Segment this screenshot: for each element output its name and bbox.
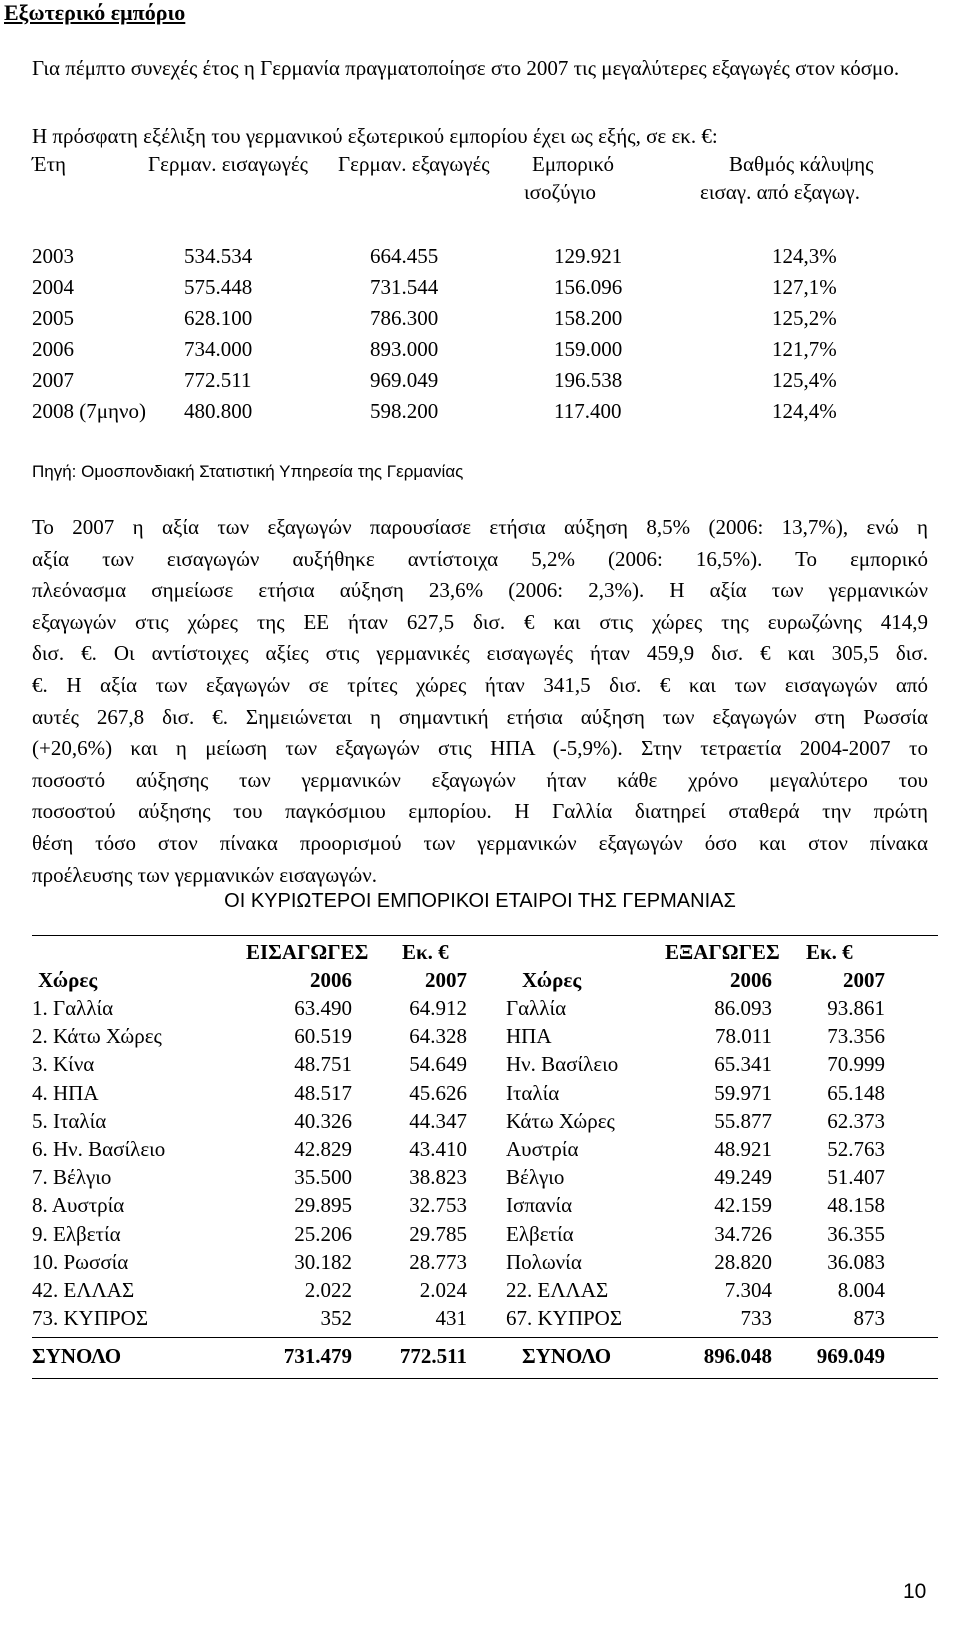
imports-heading: ΕΙΣΑΓΩΓΕΣ [246, 940, 369, 964]
partner-cell-imp-2006: 29.895 [294, 1193, 352, 1218]
imports-year-2007: 2007 [425, 968, 467, 992]
partner-cell-exp-2006: 28.820 [714, 1249, 772, 1274]
page-number: 10 [903, 1580, 927, 1603]
partner-cell-imp-2007: 64.328 [409, 1024, 467, 1049]
trade-cell-balance: 117.400 [554, 399, 622, 423]
header-balance-2: ισοζύγιο [524, 180, 596, 204]
trade-cell-exports: 969.049 [370, 368, 439, 392]
bottom-rule [32, 1378, 938, 1379]
trade-cell-coverage: 124,3% [772, 244, 837, 268]
partner-cell-exp-2006: 42.159 [714, 1193, 772, 1218]
partner-cell-exp-2006: 59.971 [714, 1080, 772, 1105]
partner-cell-imp-2006: 48.751 [294, 1052, 352, 1077]
trade-cell-coverage: 127,1% [772, 275, 837, 299]
intro-paragraph: Για πέμπτο συνεχές έτος η Γερμανία πραγματοποίησε στο 2007 τις μεγαλύτερες εξαγωγές στον κόσμο. [32, 56, 900, 80]
header-coverage-2: εισαγ. από εξαγωγ. [700, 180, 860, 204]
partner-cell-imp-2006: 42.829 [294, 1137, 352, 1161]
trade-cell-imports: 772.511 [184, 368, 252, 392]
header-exports: Γερμαν. εξαγωγές [338, 152, 490, 176]
exports-year-2007: 2007 [843, 968, 885, 992]
partner-cell-imp-2006: 35.500 [294, 1165, 352, 1190]
partner-cell-imp-country: 1. Γαλλία [32, 996, 114, 1020]
partner-cell-exp-2007: 62.373 [827, 1108, 885, 1133]
partner-cell-imp-country: 9. Ελβετία [32, 1221, 121, 1246]
partner-cell-imp-country: 7. Βέλγιο [32, 1165, 112, 1190]
partner-cell-imp-2007: 28.773 [409, 1249, 467, 1274]
partner-cell-exp-country: Βέλγιο [506, 1165, 565, 1190]
paragraph-line: Το 2007 η αξία των εξαγωγών παρουσίασε ετήσια αύξηση 8,5% (2006: 13,7%), ενώ η [32, 515, 928, 539]
paragraph-line: (+20,6%) και η μείωση των εξαγωγών στις ΗΠΑ (-5,9%). Στην τετραετία 2004-2007 το [32, 736, 928, 761]
trade-cell-year: 2005 [32, 306, 74, 330]
partner-cell-imp-country: 6. Ην. Βασίλειο [32, 1137, 166, 1161]
partner-cell-imp-2006: 63.490 [294, 996, 352, 1020]
partner-cell-imp-country: 3. Κίνα [32, 1052, 95, 1077]
imports-year-2006: 2006 [310, 968, 352, 992]
partner-cell-exp-country: Ισπανία [506, 1193, 573, 1218]
exports-total-label: ΣΥΝΟΛΟ [522, 1344, 612, 1368]
paragraph-line: €. Η αξία των εξαγωγών σε τρίτες χώρες ήταν 341,5 δισ. € και των εισαγωγών από [32, 672, 928, 697]
partner-cell-exp-country: 67. ΚΥΠΡΟΣ [506, 1306, 623, 1331]
partner-cell-exp-country: Ιταλία [506, 1080, 560, 1105]
partner-cell-exp-2007: 873 [853, 1306, 885, 1331]
partner-cell-imp-2007: 64.912 [409, 996, 467, 1020]
source-note: Πηγή: Ομοσπονδιακή Στατιστική Υπηρεσία της Γερμανίας [32, 462, 464, 481]
header-coverage: Βαθμός κάλυψης [729, 152, 874, 176]
partner-cell-exp-country: Ελβετία [506, 1221, 574, 1246]
trade-cell-year: 2004 [32, 275, 74, 299]
partner-cell-exp-country: Κάτω Χώρες [506, 1108, 615, 1133]
trade-cell-exports: 731.544 [370, 275, 439, 299]
paragraph-line: θέση τόσο στον πίνακα προορισμού των γερμανικών εξαγωγών όσο και στον πίνακα [32, 830, 928, 855]
trade-cell-year: 2006 [32, 337, 74, 361]
partner-cell-imp-2007: 431 [435, 1306, 467, 1331]
analysis-paragraph [32, 512, 928, 891]
paragraph-line: αξία των εισαγωγών αυξήθηκε αντίστοιχα 5,2% (2006: 16,5%). Το εμπορικό [32, 546, 928, 571]
paragraph-line: ποσοστό αύξησης των γερμανικών εξαγωγών ήταν κάθε χρόνο μεγαλύτερο του [32, 767, 928, 792]
total-top-rule [32, 1337, 938, 1338]
trade-cell-exports: 598.200 [370, 399, 439, 423]
partner-cell-imp-2007: 29.785 [409, 1221, 467, 1246]
imports-total-label: ΣΥΝΟΛΟ [32, 1344, 122, 1368]
header-year: Έτη [32, 152, 66, 176]
header-balance: Εμπορικό [532, 152, 614, 176]
partner-cell-exp-2007: 73.356 [827, 1024, 885, 1049]
partner-cell-exp-country: ΗΠΑ [506, 1024, 552, 1049]
trade-cell-exports: 786.300 [370, 306, 439, 330]
partner-cell-exp-country: 22. ΕΛΛΑΣ [506, 1278, 609, 1302]
partner-cell-imp-country: 5. Ιταλία [32, 1108, 107, 1133]
header-imports: Γερμαν. εισαγωγές [148, 152, 309, 176]
paragraph-line: αυτές 267,8 δισ. €. Σημειώνεται η σημαντική ετήσια αύξηση των εξαγωγών στη Ρωσσία [32, 704, 928, 729]
partner-cell-imp-country: 42. ΕΛΛΑΣ [32, 1278, 135, 1302]
partner-cell-imp-country: 4. ΗΠΑ [32, 1080, 99, 1105]
evolution-intro: Η πρόσφατη εξέλιξη του γερμανικού εξωτερικού εμπορίου έχει ως εξής, σε εκ. €: [32, 124, 718, 148]
partner-cell-exp-2006: 48.921 [714, 1137, 772, 1161]
paragraph-line: ποσοστού αύξησης του παγκόσμιου εμπορίου. Η Γαλλία διατηρεί σταθερά την πρώτη [32, 799, 928, 824]
exports-heading: ΕΞΑΓΩΓΕΣ [665, 940, 780, 964]
section-title: Εξωτερικό εμπόριο [4, 0, 186, 25]
trade-cell-balance: 129.921 [554, 244, 623, 268]
partner-cell-imp-2006: 40.326 [294, 1108, 352, 1133]
partner-cell-exp-2007: 8.004 [837, 1278, 885, 1302]
trade-cell-imports: 734.000 [184, 337, 253, 361]
trade-cell-imports: 480.800 [184, 399, 253, 423]
trade-cell-balance: 158.200 [554, 306, 623, 330]
partner-cell-imp-2007: 54.649 [409, 1052, 467, 1077]
exports-year-2006: 2006 [730, 968, 772, 992]
partner-cell-exp-2006: 65.341 [714, 1052, 772, 1077]
partner-cell-exp-2007: 65.148 [827, 1080, 885, 1105]
partner-cell-imp-2007: 45.626 [409, 1080, 467, 1105]
partner-cell-imp-country: 2. Κάτω Χώρες [32, 1024, 162, 1049]
paragraph-line: εξαγωγών στις χώρες της ΕΕ ήταν 627,5 δισ. € και στις χώρες της ευρωζώνης 414,9 [32, 609, 928, 634]
partner-cell-imp-2007: 2.024 [419, 1278, 467, 1302]
partners-table-title: ΟΙ ΚΥΡΙΩΤΕΡΟΙ ΕΜΠΟΡΙΚΟΙ ΕΤΑΙΡΟΙ ΤΗΣ ΓΕΡΜΑΝΙΑΣ [224, 890, 736, 912]
partner-cell-exp-2007: 52.763 [827, 1137, 885, 1161]
trade-cell-year: 2008 (7μηνο) [32, 399, 146, 423]
trade-cell-exports: 893.000 [370, 337, 439, 361]
partner-cell-imp-2006: 48.517 [294, 1080, 352, 1105]
imports-total-2007: 772.511 [399, 1344, 467, 1368]
partner-cell-exp-2006: 86.093 [714, 996, 772, 1020]
partner-cell-imp-2006: 25.206 [294, 1221, 352, 1246]
trade-cell-year: 2003 [32, 244, 74, 268]
partner-cell-imp-2007: 38.823 [409, 1165, 467, 1190]
trade-cell-year: 2007 [32, 368, 74, 392]
partner-cell-exp-2007: 36.355 [827, 1221, 885, 1246]
trade-cell-coverage: 125,4% [772, 368, 837, 392]
partner-cell-exp-2007: 93.861 [827, 996, 885, 1020]
partner-cell-imp-country: 10. Ρωσσία [32, 1249, 129, 1274]
partner-cell-imp-2007: 43.410 [409, 1137, 467, 1161]
partner-cell-exp-2007: 51.407 [827, 1165, 885, 1190]
imports-unit: Εκ. € [402, 940, 449, 964]
partner-cell-exp-2007: 48.158 [827, 1193, 885, 1218]
partner-cell-exp-country: Πολωνία [506, 1249, 582, 1274]
trade-cell-imports: 534.534 [184, 244, 253, 268]
partner-cell-imp-2006: 352 [320, 1306, 352, 1331]
partner-cell-exp-2007: 70.999 [827, 1052, 885, 1077]
paragraph-line: πλεόνασμα σημείωσε ετήσια αύξηση 23,6% (2006: 2,3%). Η αξία των γερμανικών [32, 578, 928, 603]
paragraph-line: δισ. €. Οι αντίστοιχες αξίες στις γερμανικές εισαγωγές ήταν 459,9 δισ. € και 305,5 δισ. [32, 641, 928, 666]
partner-cell-imp-2007: 44.347 [409, 1108, 467, 1133]
trade-cell-coverage: 125,2% [772, 306, 837, 330]
partner-cell-imp-country: 73. ΚΥΠΡΟΣ [32, 1306, 149, 1331]
exports-total-2007: 969.049 [816, 1344, 885, 1368]
trade-cell-balance: 156.096 [554, 275, 623, 299]
trade-cell-coverage: 121,7% [772, 337, 837, 361]
partner-cell-imp-country: 8. Αυστρία [32, 1193, 125, 1218]
exports-total-2006: 896.048 [703, 1344, 772, 1368]
imports-countries-label: Χώρες [38, 968, 98, 992]
partner-cell-exp-2006: 7.304 [724, 1278, 772, 1302]
top-rule [32, 935, 938, 936]
trade-cell-coverage: 124,4% [772, 399, 837, 423]
trade-cell-imports: 628.100 [184, 306, 253, 330]
exports-unit: Εκ. € [806, 940, 853, 964]
partner-cell-exp-country: Αυστρία [506, 1137, 579, 1161]
partner-cell-exp-2006: 733 [740, 1306, 772, 1331]
imports-total-2006: 731.479 [283, 1344, 352, 1368]
paragraph-line: προέλευσης των γερμανικών εισαγωγών. [32, 862, 378, 887]
trade-cell-balance: 159.000 [554, 337, 623, 361]
partner-cell-imp-2007: 32.753 [409, 1193, 467, 1218]
partner-cell-exp-2006: 34.726 [714, 1221, 772, 1246]
partner-cell-exp-country: Ην. Βασίλειο [506, 1052, 619, 1077]
partner-cell-imp-2006: 30.182 [294, 1249, 352, 1274]
partner-cell-imp-2006: 60.519 [294, 1024, 352, 1049]
partner-cell-imp-2006: 2.022 [304, 1278, 352, 1302]
partner-cell-exp-2006: 49.249 [714, 1165, 772, 1190]
partner-cell-exp-country: Γαλλία [506, 996, 567, 1020]
partner-cell-exp-2006: 78.011 [715, 1024, 772, 1049]
partner-cell-exp-2007: 36.083 [827, 1249, 885, 1274]
trade-cell-exports: 664.455 [370, 244, 439, 268]
trade-cell-imports: 575.448 [184, 275, 253, 299]
exports-countries-label: Χώρες [522, 968, 582, 992]
trade-cell-balance: 196.538 [554, 368, 623, 392]
partner-cell-exp-2006: 55.877 [714, 1108, 772, 1133]
